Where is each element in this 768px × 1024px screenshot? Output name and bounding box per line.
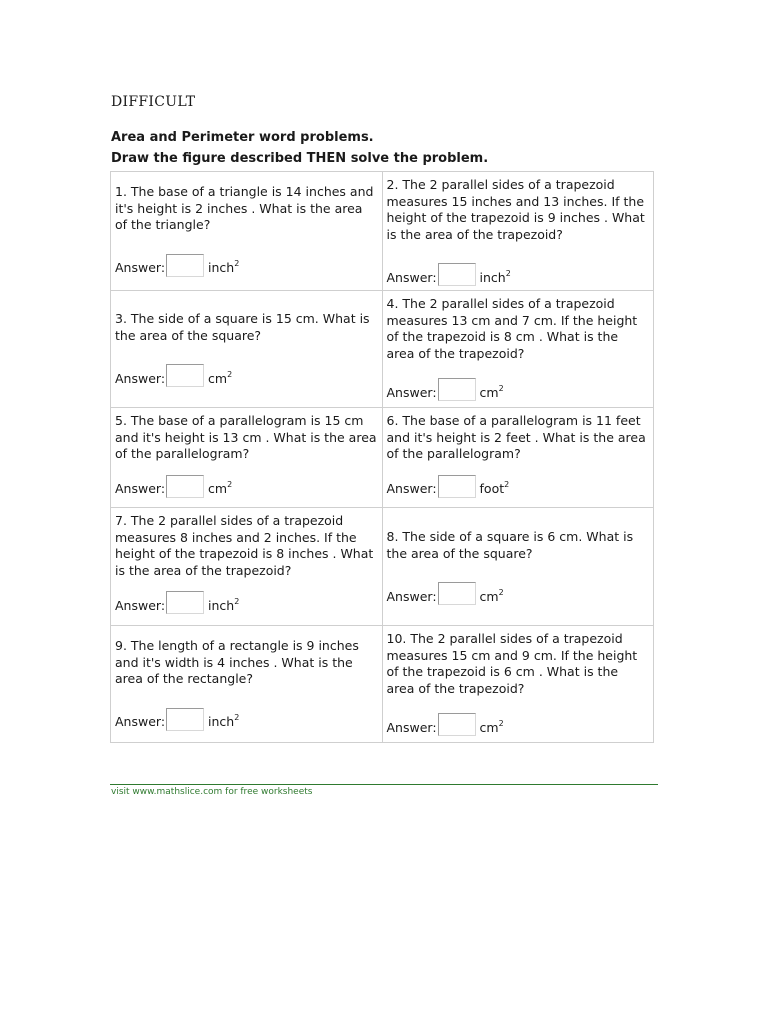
problem-cell bbox=[382, 291, 654, 408]
answer-unit: $cm^2$ bbox=[208, 480, 233, 496]
answer-label: Answer: bbox=[115, 260, 166, 275]
problem-cell bbox=[111, 508, 383, 626]
answer-label: Answer: bbox=[386, 269, 437, 285]
answer-unit: $cm^2$ bbox=[479, 587, 504, 604]
answer-row bbox=[387, 263, 650, 286]
answer-row bbox=[115, 708, 378, 731]
problem-text: 2. The 2 parallel sides of a trapezoid measures 15 inches and 13 inches. If the height of the trapezoid is 9 inches . What is the area of the trapezoid? bbox=[386, 177, 645, 242]
answer-row bbox=[387, 582, 650, 605]
problem-cell bbox=[382, 172, 654, 291]
answer-row bbox=[115, 475, 378, 498]
answer-label: Answer: bbox=[386, 719, 437, 735]
answer-input[interactable] bbox=[438, 378, 476, 401]
answer-row bbox=[115, 364, 378, 387]
answer-unit: $cm^2$ bbox=[479, 718, 504, 735]
problem-cell bbox=[111, 626, 383, 743]
problem-text: 7. The 2 parallel sides of a trapezoid measures 8 inches and 2 inches. If the height of the trapezoid is 8 inches . What is the area of the trapezoid? bbox=[115, 513, 374, 578]
answer-label: Answer: bbox=[386, 384, 437, 400]
answer-row bbox=[115, 254, 378, 277]
answer-input[interactable] bbox=[438, 713, 476, 736]
answer-label: Answer: bbox=[386, 588, 437, 604]
problem-cell bbox=[111, 408, 383, 508]
answer-label: Answer: bbox=[115, 597, 166, 613]
answer-label: Answer: bbox=[386, 481, 437, 496]
answer-input[interactable] bbox=[438, 263, 476, 286]
answer-input[interactable] bbox=[166, 475, 204, 498]
problem-cell bbox=[382, 626, 654, 743]
answer-unit: $cm^2$ bbox=[479, 383, 504, 400]
answer-unit: inch$^2$ bbox=[208, 596, 240, 613]
answer-input[interactable] bbox=[166, 591, 204, 614]
problem-text: 5. The base of a parallelogram is 15 cm and it's height is 13 cm . What is the area of the parallelogram? bbox=[115, 413, 377, 461]
answer-unit: foot$^2$ bbox=[479, 480, 510, 496]
problem-text: 10. The 2 parallel sides of a trapezoid measures 15 cm and 9 cm. If the height of the trapezoid is 6 cm . What is the area of the trapezoid? bbox=[386, 631, 638, 696]
answer-input[interactable] bbox=[166, 708, 204, 731]
worksheet-instruction: Draw the figure described THEN solve the problem. bbox=[111, 151, 489, 166]
problem-cell bbox=[382, 508, 654, 626]
problems-table bbox=[110, 171, 654, 743]
problem-text: 9. The length of a rectangle is 9 inches and it's width is 4 inches . What is the area of the rectangle? bbox=[115, 638, 359, 686]
answer-row bbox=[115, 591, 378, 614]
answer-label: Answer: bbox=[115, 370, 166, 386]
answer-input[interactable] bbox=[166, 364, 204, 387]
problem-text: 6. The base of a parallelogram is 11 feet and it's height is 2 feet . What is the area of the parallelogram? bbox=[386, 413, 646, 461]
footer-text: visit www.mathslice.com for free worksheets bbox=[111, 787, 313, 797]
answer-input[interactable] bbox=[166, 254, 204, 277]
answer-input[interactable] bbox=[438, 582, 476, 605]
worksheet-title: Area and Perimeter word problems. bbox=[111, 130, 374, 145]
answer-unit: inch$^2$ bbox=[479, 268, 511, 285]
problem-text: 3. The side of a square is 15 cm. What is the area of the square? bbox=[115, 311, 370, 343]
problem-cell bbox=[111, 291, 383, 408]
problem-text: 8. The side of a square is 6 cm. What is the area of the square? bbox=[386, 529, 634, 561]
problem-cell bbox=[382, 408, 654, 508]
problem-cell bbox=[111, 172, 383, 291]
answer-row bbox=[387, 378, 650, 401]
footer-divider bbox=[110, 784, 658, 785]
difficulty-label: DIFFICULT bbox=[111, 94, 196, 110]
answer-unit: $cm^2$ bbox=[208, 369, 233, 386]
answer-label: Answer: bbox=[115, 481, 166, 496]
answer-unit: inch$^2$ bbox=[208, 259, 240, 275]
problem-text: 1. The base of a triangle is 14 inches and it's height is 2 inches . What is the area of the triangle? bbox=[115, 184, 374, 232]
answer-input[interactable] bbox=[438, 475, 476, 498]
problem-text: 4. The 2 parallel sides of a trapezoid measures 13 cm and 7 cm. If the height of the trapezoid is 8 cm . What is the area of the trapezoid? bbox=[386, 296, 638, 361]
answer-unit: inch$^2$ bbox=[208, 713, 240, 729]
answer-label: Answer: bbox=[115, 714, 166, 729]
answer-row bbox=[387, 475, 650, 498]
answer-row bbox=[387, 713, 650, 736]
